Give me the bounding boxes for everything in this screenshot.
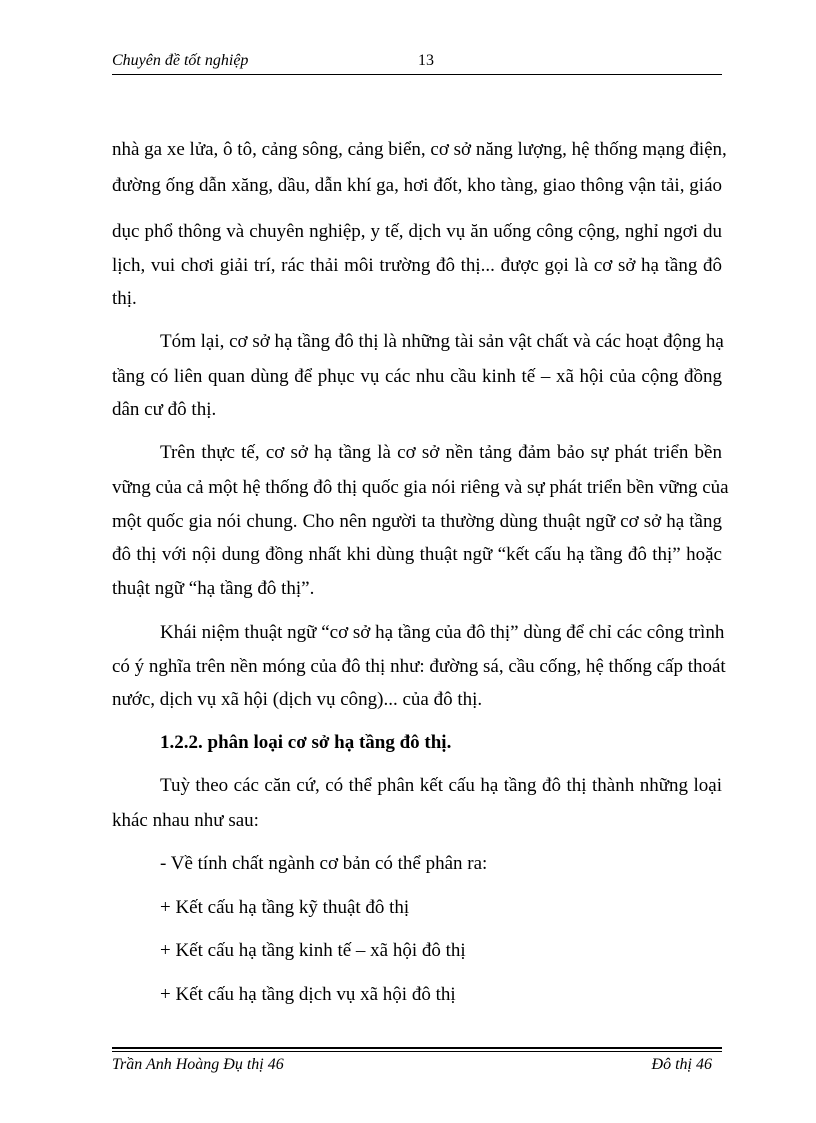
section-heading: 1.2.2. phân loại cơ sở hạ tầng đô thị.	[160, 732, 452, 753]
page-footer	[112, 1047, 722, 1077]
paragraph-line: nước, dịch vụ xã hội (dịch vụ công)... của đô thị.	[112, 689, 483, 710]
paragraph-line: Tuỳ theo các căn cứ, có thể phân kết cấu hạ tầng đô thị thành những loại	[160, 775, 722, 796]
paragraph-line: khác nhau như sau:	[112, 810, 259, 831]
paragraph-line: lịch, vui chơi giải trí, rác thải môi trường đô thị... được gọi là cơ sở hạ tầng đô	[112, 255, 722, 276]
paragraph-line: đô thị với nội dung đồng nhất khi dùng thuật ngữ “kết cấu hạ tầng đô thị” hoặc	[112, 544, 722, 565]
paragraph-line: thuật ngữ “hạ tầng đô thị”.	[112, 578, 315, 599]
document-title: Chuyên đề tốt nghiệp	[112, 52, 249, 69]
footer-rule-thin	[112, 1051, 722, 1052]
paragraph-line: có ý nghĩa trên nền móng của đô thị như: đường sá, cầu cống, hệ thống cấp thoát	[112, 656, 726, 677]
list-item: + Kết cấu hạ tầng dịch vụ xã hội đô thị	[160, 984, 456, 1005]
footer-author: Trần Anh Hoàng Đụ thị 46	[112, 1056, 284, 1073]
paragraph-line: thị.	[112, 288, 137, 309]
header-rule	[112, 74, 722, 75]
page-header	[112, 50, 722, 74]
paragraph-line: Khái niệm thuật ngữ “cơ sở hạ tầng của đô thị” dùng để chỉ các công trình	[160, 622, 725, 643]
paragraph-line: dục phổ thông và chuyên nghiệp, y tế, dịch vụ ăn uống công cộng, nghỉ ngơi du	[112, 221, 722, 242]
page-number: 13	[418, 52, 434, 69]
footer-rule-thick	[112, 1047, 722, 1049]
paragraph-line: tầng có liên quan dùng để phục vụ các nhu cầu kinh tế – xã hội của cộng đồng	[112, 366, 722, 387]
paragraph-line: nhà ga xe lửa, ô tô, cảng sông, cảng biển, cơ sở năng lượng, hệ thống mạng điện,	[112, 139, 727, 160]
list-item: + Kết cấu hạ tầng kỹ thuật đô thị	[160, 897, 410, 918]
footer-department: Đô thị 46	[651, 1056, 712, 1073]
list-intro: - Về tính chất ngành cơ bản có thể phân ra:	[160, 853, 488, 874]
paragraph-line: một quốc gia nói chung. Cho nên người ta thường dùng thuật ngữ cơ sở hạ tầng	[112, 511, 722, 532]
paragraph-line: dân cư đô thị.	[112, 399, 217, 420]
paragraph-line: vững của cả một hệ thống đô thị quốc gia nói riêng và sự phát triển bền vững của	[112, 477, 729, 498]
paragraph-line: đường ống dẫn xăng, dầu, dẫn khí ga, hơi đốt, kho tàng, giao thông vận tải, giáo	[112, 175, 722, 196]
paragraph-line: Tóm lại, cơ sở hạ tầng đô thị là những tài sản vật chất và các hoạt động hạ	[160, 331, 724, 352]
paragraph-line: Trên thực tế, cơ sở hạ tầng là cơ sở nền tảng đảm bảo sự phát triển bền	[160, 442, 722, 463]
list-item: + Kết cấu hạ tầng kinh tế – xã hội đô thị	[160, 940, 466, 961]
